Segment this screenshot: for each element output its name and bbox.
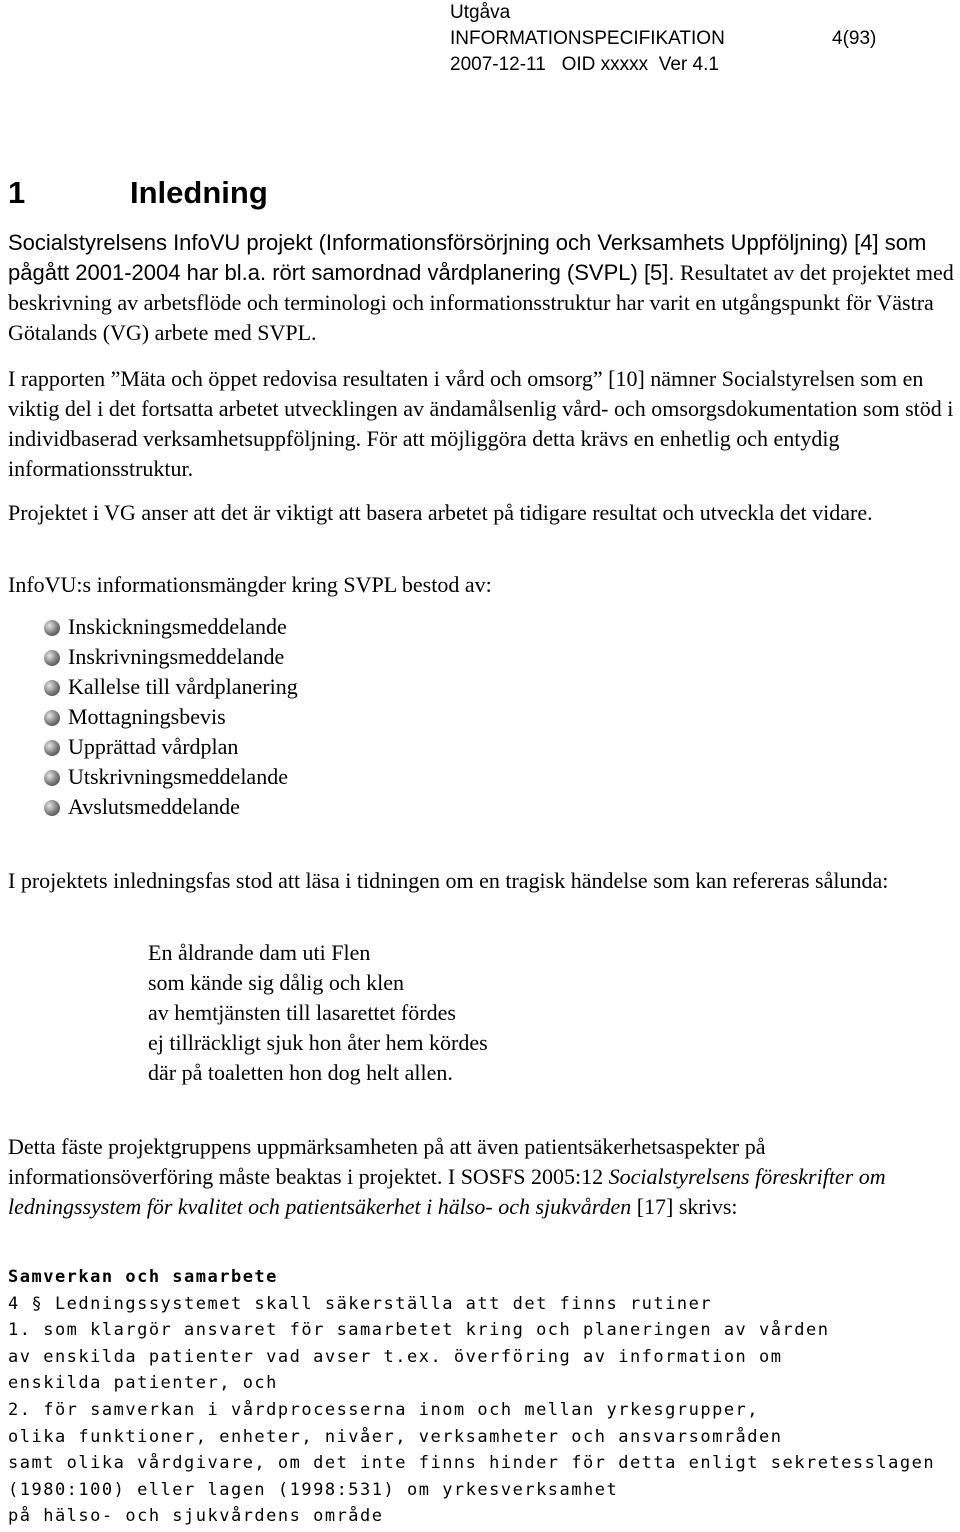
list-item: Avslutsmeddelande <box>44 792 298 822</box>
page-header <box>450 0 877 78</box>
project-paragraph: Projektet i VG anser att det är viktigt att basera arbetet på tidigare resultat och utveckla det vidare. <box>8 500 873 525</box>
intro-paragraph-sans-part: Socialstyrelsens InfoVU projekt (Informationsförsörjning och Verksamhets Uppföljning) [4] som pågått 2001-2004 har bl.a. rört samordnad vårdplanering (SVPL) [5]. <box>8 230 927 285</box>
poem <box>148 938 488 1088</box>
poem-line: En åldrande dam uti Flen <box>148 940 371 965</box>
bullet-icon <box>44 800 60 816</box>
section-number: 1 <box>8 175 26 210</box>
regulation-quote <box>8 1264 935 1530</box>
report-paragraph: I rapporten ”Mäta och öppet redovisa resultaten i vård och omsorg” [10] nämner Socialstyrelsen som en viktig del i det fortsatta arbetet utvecklingen av ändamålsenlig vård- och omsorgsdokumentation som stöd i individbaserad verksamhetsuppföljning. För att möjliggöra detta krävs en enhetlig och entydig informationsstruktur. <box>8 366 954 481</box>
section-title: Inledning <box>130 175 268 210</box>
header-doc-title: INFORMATIONSPECIFIKATION <box>450 28 725 49</box>
sosfs-title: Socialstyrelsens föreskrifter om ledningssystem för kvalitet och patientsäkerhet i hälso- och sjukvården <box>8 1164 886 1219</box>
header-edition: Utgåva <box>450 2 511 23</box>
list-item: Utskrivningsmeddelande <box>44 762 298 792</box>
quote-line: av enskilda patienter vad avser t.ex. överföring av information om <box>8 1346 783 1367</box>
infovu-paragraph: InfoVU:s informationsmängder kring SVPL bestod av: <box>8 572 492 597</box>
sosfs-paragraph <box>8 1132 960 1222</box>
information-set-list <box>44 612 298 822</box>
list-item: Inskrivningsmeddelande <box>44 642 298 672</box>
sosfs-paragraph-end: [17] skrivs: <box>631 1194 738 1219</box>
sosfs-paragraph-text: Detta fäste projektgruppens uppmärksamheten på att även patientsäkerhetsaspekter på informationsöverföring måste beaktas i projektet. I SOSFS 2005:12 <box>8 1134 766 1189</box>
bullet-icon <box>44 710 60 726</box>
quote-line: enskilda patienter, och <box>8 1373 278 1394</box>
poem-line: där på toaletten hon dog helt allen. <box>148 1060 453 1085</box>
quote-line: 2. för samverkan i vårdprocesserna inom och mellan yrkesgrupper, <box>8 1399 760 1420</box>
quote-line: 4 § Ledningssystemet skall säkerställa att det finns rutiner <box>8 1293 713 1314</box>
bullet-icon <box>44 680 60 696</box>
poem-line: som kände sig dålig och klen <box>148 970 405 995</box>
header-date-version: 2007-12-11 OID xxxxx Ver 4.1 <box>450 54 719 75</box>
intro-paragraph-serif-part: Resultatet av det projektet med beskrivning av arbetsflöde och terminologi och informationsstruktur har varit en utgångspunkt för Västra Götalands (VG) arbete med SVPL. <box>8 260 954 345</box>
list-item: Mottagningsbevis <box>44 702 298 732</box>
quote-line: samt olika vårdgivare, om det inte finns hinder för detta enligt sekretesslagen <box>8 1453 936 1474</box>
section-heading <box>8 175 268 211</box>
list-item: Kallelse till vårdplanering <box>44 672 298 702</box>
bullet-icon <box>44 770 60 786</box>
quote-line: på hälso- och sjukvårdens område <box>8 1506 384 1527</box>
quote-heading: Samverkan och samarbete <box>8 1267 278 1287</box>
header-page-number: 4(93) <box>832 28 877 49</box>
quote-line: 1. som klargör ansvaret för samarbetet kring och planeringen av vården <box>8 1320 830 1341</box>
bullet-icon <box>44 650 60 666</box>
bullet-icon <box>44 740 60 756</box>
list-item: Upprättad vårdplan <box>44 732 298 762</box>
poem-line: av hemtjänsten till lasarettet fördes <box>148 1000 456 1025</box>
poem-line: ej tillräckligt sjuk hon åter hem kördes <box>148 1030 488 1055</box>
intro-paragraph <box>8 228 960 348</box>
newspaper-paragraph: I projektets inledningsfas stod att läsa i tidningen om en tragisk händelse som kan refereras sålunda: <box>8 868 889 893</box>
quote-line: (1980:100) eller lagen (1998:531) om yrkesverksamhet <box>8 1479 619 1500</box>
list-item: Inskickningsmeddelande <box>44 612 298 642</box>
quote-line: olika funktioner, enheter, nivåer, verksamheter och ansvarsområden <box>8 1426 783 1447</box>
bullet-icon <box>44 620 60 636</box>
